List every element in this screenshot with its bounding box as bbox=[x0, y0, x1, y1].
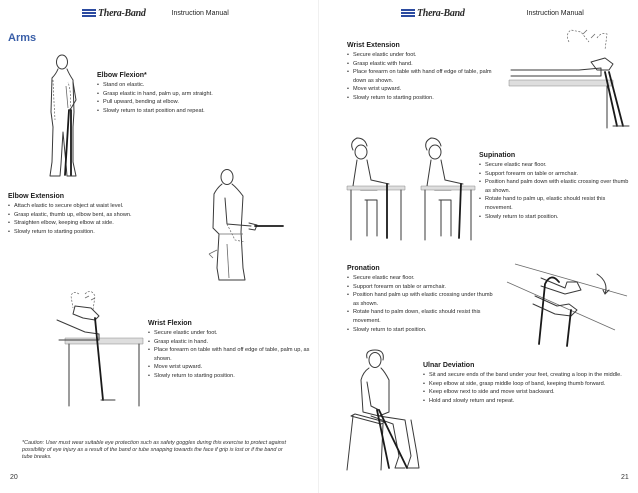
right-page bbox=[319, 0, 638, 493]
brand-name: Thera-Band bbox=[98, 7, 146, 19]
list-item: • Rotate hand to palm up, elastic should resist this movement. bbox=[479, 195, 631, 212]
right-header bbox=[401, 6, 584, 20]
elbow-flexion-steps bbox=[97, 81, 307, 115]
wrist-flexion-block bbox=[148, 320, 313, 381]
list-item: • Slowly return to start position. bbox=[479, 213, 631, 222]
list-item: • Grasp elastic in hand. bbox=[148, 338, 313, 347]
list-item: • Slowly return to start position. bbox=[347, 326, 497, 335]
list-item: • Grasp elastic with hand. bbox=[347, 60, 497, 69]
pronation-figure bbox=[505, 252, 631, 352]
wrist-flexion-steps bbox=[148, 329, 313, 381]
list-item: • Position hand palm up with elastic crossing under thumb as shown. bbox=[347, 291, 497, 308]
list-item: • Secure elastic near floor. bbox=[347, 274, 497, 283]
supination-block bbox=[479, 152, 631, 221]
wrist-extension-figure bbox=[509, 28, 631, 128]
wrist-flexion-title: Wrist Flexion bbox=[148, 320, 192, 327]
list-item: • Slowly return to starting position. bbox=[347, 94, 497, 103]
elbow-flexion-figure bbox=[40, 52, 90, 182]
list-item: • Secure elastic under foot. bbox=[347, 51, 497, 60]
wrist-extension-block bbox=[347, 42, 497, 103]
list-item: • Position hand palm down with elastic crossing over thumb as shown. bbox=[479, 178, 631, 195]
supination-title: Supination bbox=[479, 152, 516, 159]
list-item: • Hold and slowly return and repeat. bbox=[423, 397, 633, 406]
list-item: • Move wrist upward. bbox=[347, 85, 497, 94]
pronation-block bbox=[347, 265, 497, 334]
ulnar-deviation-title: Ulnar Deviation bbox=[423, 362, 475, 369]
list-item: • Straighten elbow, keeping elbow at side. bbox=[8, 219, 198, 228]
list-item: • Grasp elastic in hand, palm up, arm straight. bbox=[97, 90, 307, 99]
supination-steps bbox=[479, 161, 631, 221]
wrist-extension-title: Wrist Extension bbox=[347, 42, 400, 49]
brand-name: Thera-Band bbox=[417, 7, 465, 19]
list-item: • Slowly return to starting position. bbox=[8, 228, 198, 237]
list-item: • Attach elastic to secure object at waist level. bbox=[8, 202, 198, 211]
list-item: • Slowly return to starting position. bbox=[148, 372, 313, 381]
wrist-flexion-figure bbox=[55, 288, 145, 408]
list-item: • Place forearm on table with hand off edge of table, palm down as shown. bbox=[347, 68, 497, 85]
elbow-extension-block bbox=[8, 193, 198, 236]
theraband-logo bbox=[401, 8, 465, 19]
list-item: • Rotate hand to palm down, elastic should resist this movement. bbox=[347, 308, 497, 325]
header-title: Instruction Manual bbox=[171, 9, 229, 17]
list-item: • Keep elbow at side, grasp middle loop of band, keeping thumb forward. bbox=[423, 380, 633, 389]
section-title: Arms bbox=[8, 32, 37, 44]
page-number: 20 bbox=[10, 474, 18, 481]
list-item: • Sit and secure ends of the band under your feet, creating a loop in the middle. bbox=[423, 371, 633, 380]
supination-figure bbox=[347, 128, 477, 243]
elbow-extension-steps bbox=[8, 202, 198, 236]
left-header bbox=[82, 6, 229, 20]
list-item: • Keep elbow next to side and move wrist backward. bbox=[423, 388, 633, 397]
logo-bars-icon bbox=[401, 9, 415, 17]
elbow-extension-title: Elbow Extension bbox=[8, 193, 65, 200]
list-item: • Move wrist upward. bbox=[148, 363, 313, 372]
caution-note: *Caution: User must wear suitable eye protection such as safety goggles during this exercise to protect against possibility of eye injury as a result of the band or tube snapping towards the face if grip is lost or if the band or tube breaks. bbox=[22, 440, 286, 460]
wrist-extension-steps bbox=[347, 51, 497, 103]
ulnar-deviation-steps bbox=[423, 371, 633, 405]
list-item: • Slowly return to start position and repeat. bbox=[97, 107, 307, 116]
list-item: • Place forearm on table with hand off edge of table, palm up, as shown. bbox=[148, 346, 313, 363]
list-item: • Support forearm on table or armchair. bbox=[347, 283, 497, 292]
list-item: • Secure elastic near floor. bbox=[479, 161, 631, 170]
elbow-flexion-title: Elbow Flexion* bbox=[97, 72, 147, 79]
header-title: Instruction Manual bbox=[526, 9, 584, 17]
list-item: • Secure elastic under foot. bbox=[148, 329, 313, 338]
page-number: 21 bbox=[621, 474, 629, 481]
pronation-title: Pronation bbox=[347, 265, 380, 272]
ulnar-deviation-figure bbox=[345, 350, 435, 474]
list-item: • Support forearm on table or armchair. bbox=[479, 170, 631, 179]
list-item: • Pull upward, bending at elbow. bbox=[97, 98, 307, 107]
pronation-steps bbox=[347, 274, 497, 334]
theraband-logo bbox=[82, 8, 146, 19]
list-item: • Grasp elastic, thumb up, elbow bent, as shown. bbox=[8, 211, 198, 220]
logo-bars-icon bbox=[82, 9, 96, 17]
list-item: • Stand on elastic. bbox=[97, 81, 307, 90]
elbow-flexion-block bbox=[97, 72, 307, 115]
elbow-extension-figure bbox=[205, 168, 285, 286]
ulnar-deviation-block bbox=[423, 362, 633, 405]
